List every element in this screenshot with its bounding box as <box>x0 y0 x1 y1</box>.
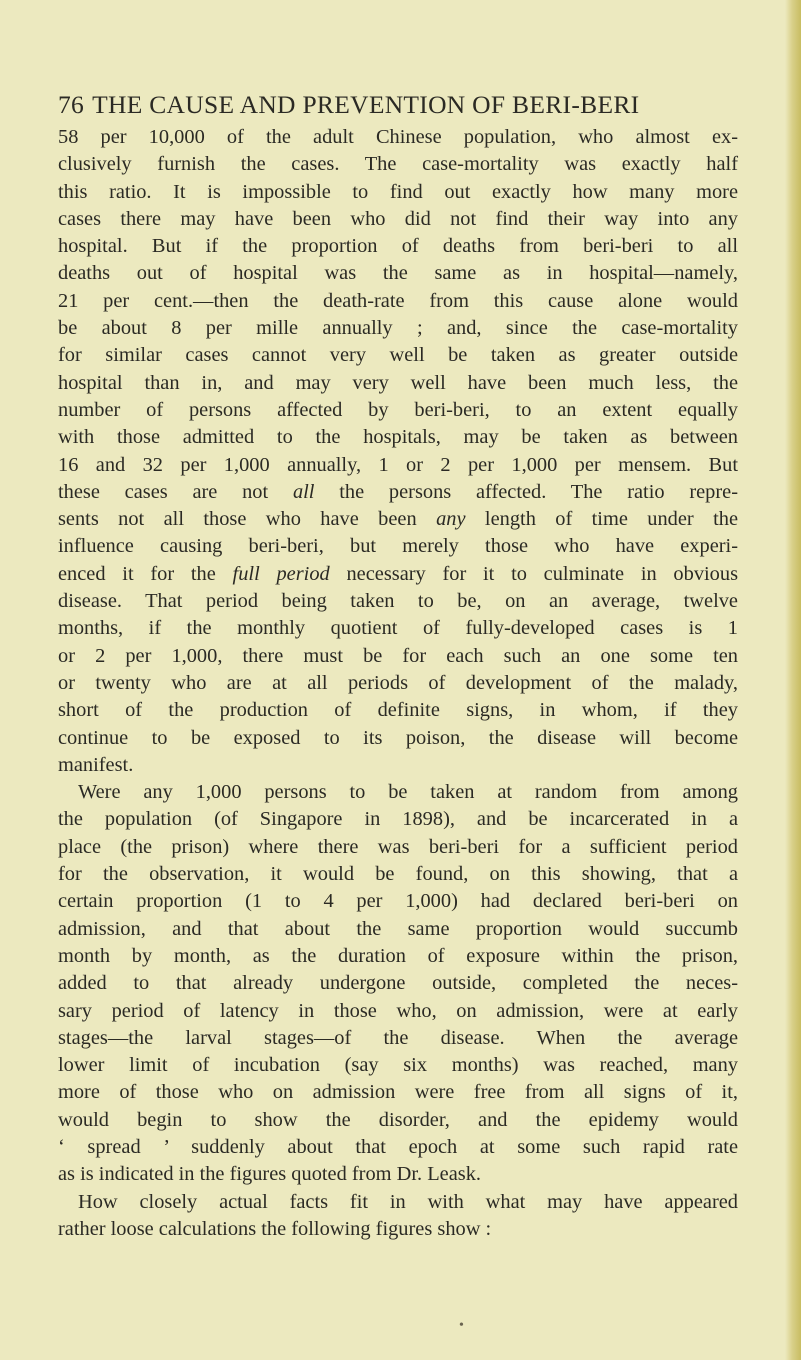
text-line: this ratio. It is impossible to find out exactly how many more <box>58 180 738 203</box>
text-line: continue to be exposed to its poison, the disease will become <box>58 726 738 749</box>
text-line <box>58 479 738 506</box>
text-line: hospital than in, and may very well have been much less, the <box>58 371 738 394</box>
text-line: months, if the monthly quotient of fully-developed cases is 1 <box>58 617 738 640</box>
text-line: 16 and 32 per 1,000 annually, 1 or 2 per 1,000 per mensem. But <box>58 453 738 476</box>
page-number: 76 <box>58 90 85 119</box>
text-line <box>58 561 738 588</box>
text-line: ‘ spread ’ suddenly about that epoch at some such rapid rate <box>58 1135 738 1158</box>
line-segment: sents not all those who have been <box>58 508 437 531</box>
text-line: influence causing beri-beri, but merely those who have experi- <box>58 535 738 558</box>
emphasis-text: all <box>292 480 315 503</box>
text-line: 58 per 10,000 of the adult Chinese population, who almost ex- <box>58 126 738 148</box>
text-line: more of those who on admission were free from all signs of it, <box>58 1081 738 1104</box>
text-line: would begin to show the disorder, and the epidemy would <box>58 1108 738 1131</box>
text-line: as is indicated in the figures quoted from Dr. Leask. <box>58 1163 481 1186</box>
text-line: cases there may have been who did not find their way into any <box>58 207 738 230</box>
running-title: THE CAUSE AND PREVENTION OF BERI-BERI <box>92 90 640 119</box>
line-segment: length of time under the <box>465 508 738 531</box>
paragraph-3 <box>58 1189 738 1244</box>
text-line: lower limit of incubation (say six months) was reached, many <box>58 1054 738 1077</box>
body-text <box>58 124 738 1243</box>
text-line: deaths out of hospital was the same as in hospital—namely, <box>58 262 738 285</box>
text-line: hospital. But if the proportion of deaths from beri-beri to all <box>58 235 738 258</box>
text-line: How closely actual facts fit in with what may have appeared <box>78 1190 738 1213</box>
text-line: disease. That period being taken to be, on an average, twelve <box>58 590 738 613</box>
text-line: stages—the larval stages—of the disease. When the average <box>58 1026 738 1049</box>
emphasis-text: full period <box>232 562 330 585</box>
text-line: month by month, as the duration of exposure within the prison, <box>58 944 738 967</box>
text-line: place (the prison) where there was beri-beri for a sufficient period <box>58 835 738 858</box>
text-line: 21 per cent.—then the death-rate from this cause alone would <box>58 289 738 312</box>
line-segment: the persons affected. The ratio repre- <box>314 480 739 503</box>
text-line: the population (of Singapore in 1898), and be incarcerated in a <box>58 808 738 831</box>
line-segment: necessary for it to culminate in obvious <box>329 562 739 585</box>
text-line: added to that already undergone outside, completed the neces- <box>58 972 738 995</box>
text-line: Were any 1,000 persons to be taken at random from among <box>78 781 738 804</box>
text-line: clusively furnish the cases. The case-mortality was exactly half <box>58 153 738 176</box>
line-segment: these cases are not <box>58 480 293 503</box>
emphasis-text: any <box>436 508 466 531</box>
line-segment: enced it for the <box>58 562 233 585</box>
text-line: sary period of latency in those who, on admission, were at early <box>58 999 738 1022</box>
text-line: certain proportion (1 to 4 per 1,000) had declared beri-beri on <box>58 890 738 913</box>
text-line: short of the production of definite signs, in whom, if they <box>58 699 738 722</box>
running-head <box>58 90 748 120</box>
text-line: number of persons affected by beri-beri, to an extent equally <box>58 398 738 421</box>
text-line: or 2 per 1,000, there must be for each such an one some ten <box>58 644 738 667</box>
page-mark: • <box>459 1318 464 1333</box>
text-line: rather loose calculations the following figures show : <box>58 1217 492 1240</box>
text-line: manifest. <box>58 753 134 776</box>
text-line: or twenty who are at all periods of development of the malady, <box>58 671 738 694</box>
text-line: for similar cases cannot very well be taken as greater outside <box>58 344 738 367</box>
text-line: with those admitted to the hospitals, may be taken as between <box>58 426 738 449</box>
text-line: admission, and that about the same proportion would succumb <box>58 917 738 940</box>
text-line: for the observation, it would be found, on this showing, that a <box>58 863 738 886</box>
paragraph-1 <box>58 124 738 779</box>
text-line <box>58 506 738 533</box>
text-line: be about 8 per mille annually ; and, since the case-mortality <box>58 317 738 340</box>
paragraph-2 <box>58 779 738 1188</box>
page-edge-shading <box>785 0 801 1360</box>
